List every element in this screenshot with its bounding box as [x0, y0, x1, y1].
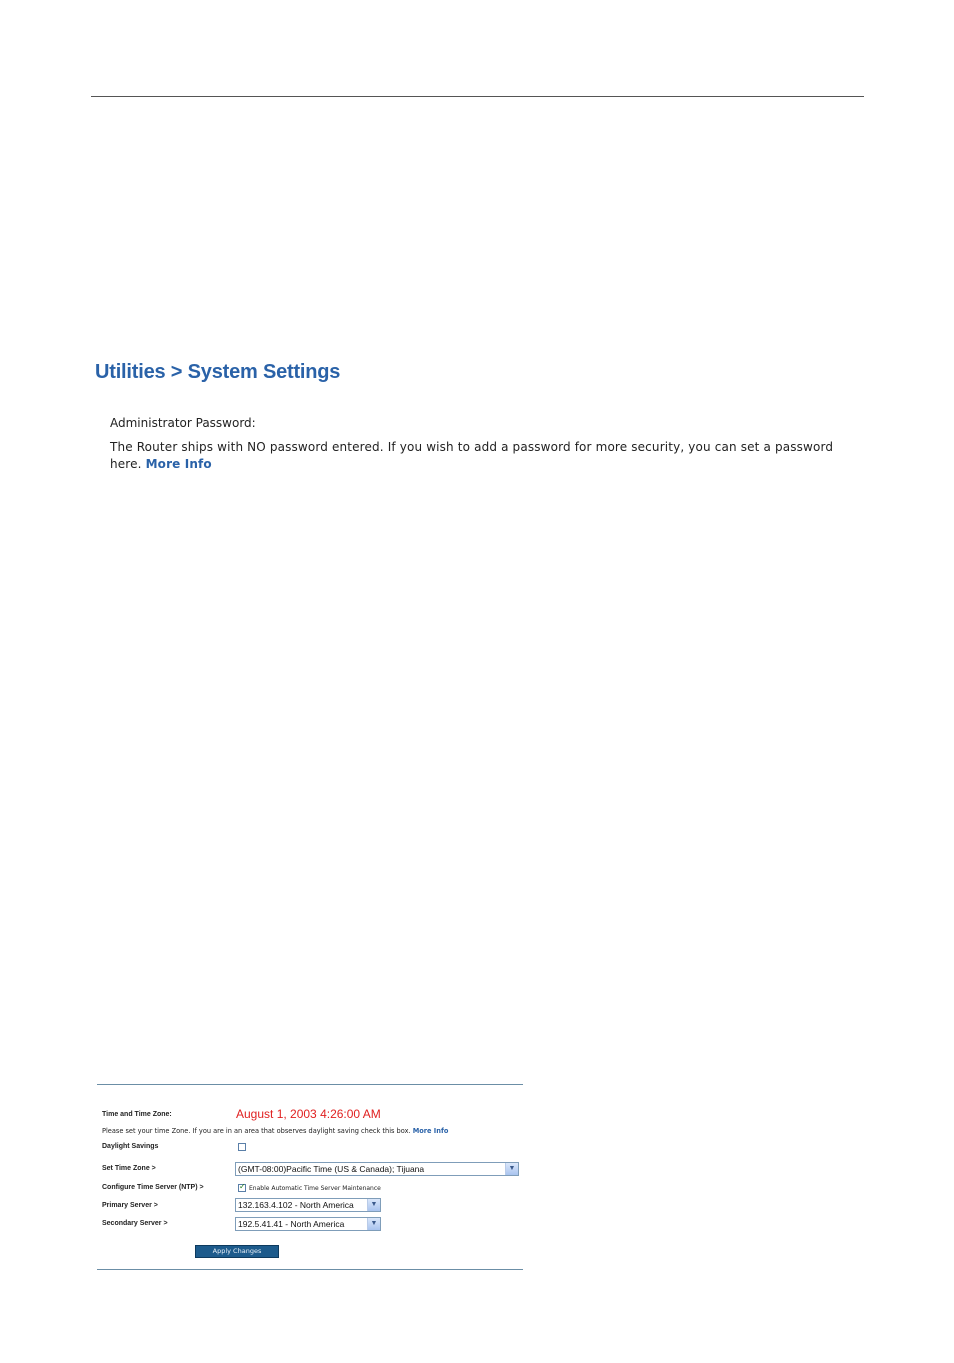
time-zone-note: [102, 1127, 448, 1135]
time-zone-title: Time and Time Zone:: [102, 1111, 172, 1118]
secondary-server-select[interactable]: [235, 1217, 381, 1231]
admin-password-label: Administrator Password:: [110, 416, 256, 430]
secondary-server-value: 192.5.41.41 - North America: [238, 1219, 345, 1229]
chevron-down-icon: ▼: [367, 1218, 380, 1230]
more-info-link[interactable]: More Info: [145, 457, 212, 471]
current-datetime: August 1, 2003 4:26:00 AM: [236, 1107, 381, 1121]
secondary-server-label: Secondary Server >: [102, 1220, 168, 1227]
ntp-checkbox[interactable]: [238, 1184, 246, 1192]
time-zone-value: (GMT-08:00)Pacific Time (US & Canada); Tijuana: [238, 1164, 425, 1174]
primary-server-label: Primary Server >: [102, 1202, 158, 1209]
panel-bottom-rule: [97, 1269, 523, 1270]
ntp-checkbox-label: Enable Automatic Time Server Maintenance: [249, 1185, 381, 1192]
admin-password-description: [110, 439, 845, 473]
chevron-down-icon: ▼: [505, 1163, 518, 1175]
daylight-savings-checkbox[interactable]: [238, 1143, 246, 1151]
breadcrumb: Utilities > System Settings: [95, 361, 341, 383]
top-rule: [91, 96, 864, 97]
daylight-savings-label: Daylight Savings: [102, 1143, 159, 1150]
primary-server-value: 132.163.4.102 - North America: [238, 1200, 354, 1210]
apply-changes-button[interactable]: Apply Changes: [195, 1245, 279, 1258]
ntp-label: Configure Time Server (NTP) >: [102, 1184, 204, 1191]
set-time-zone-label: Set Time Zone >: [102, 1165, 156, 1172]
time-zone-note-text: Please set your time Zone. If you are in an area that observes daylight saving check this box.: [102, 1127, 411, 1135]
panel-top-rule: [97, 1084, 523, 1085]
primary-server-select[interactable]: [235, 1198, 381, 1212]
time-more-info-link[interactable]: More Info: [412, 1127, 449, 1135]
time-zone-select[interactable]: [235, 1162, 519, 1176]
chevron-down-icon: ▼: [367, 1199, 380, 1211]
admin-password-text: The Router ships with NO password entered. If you wish to add a password for more security, you can set a password here.: [110, 440, 834, 471]
